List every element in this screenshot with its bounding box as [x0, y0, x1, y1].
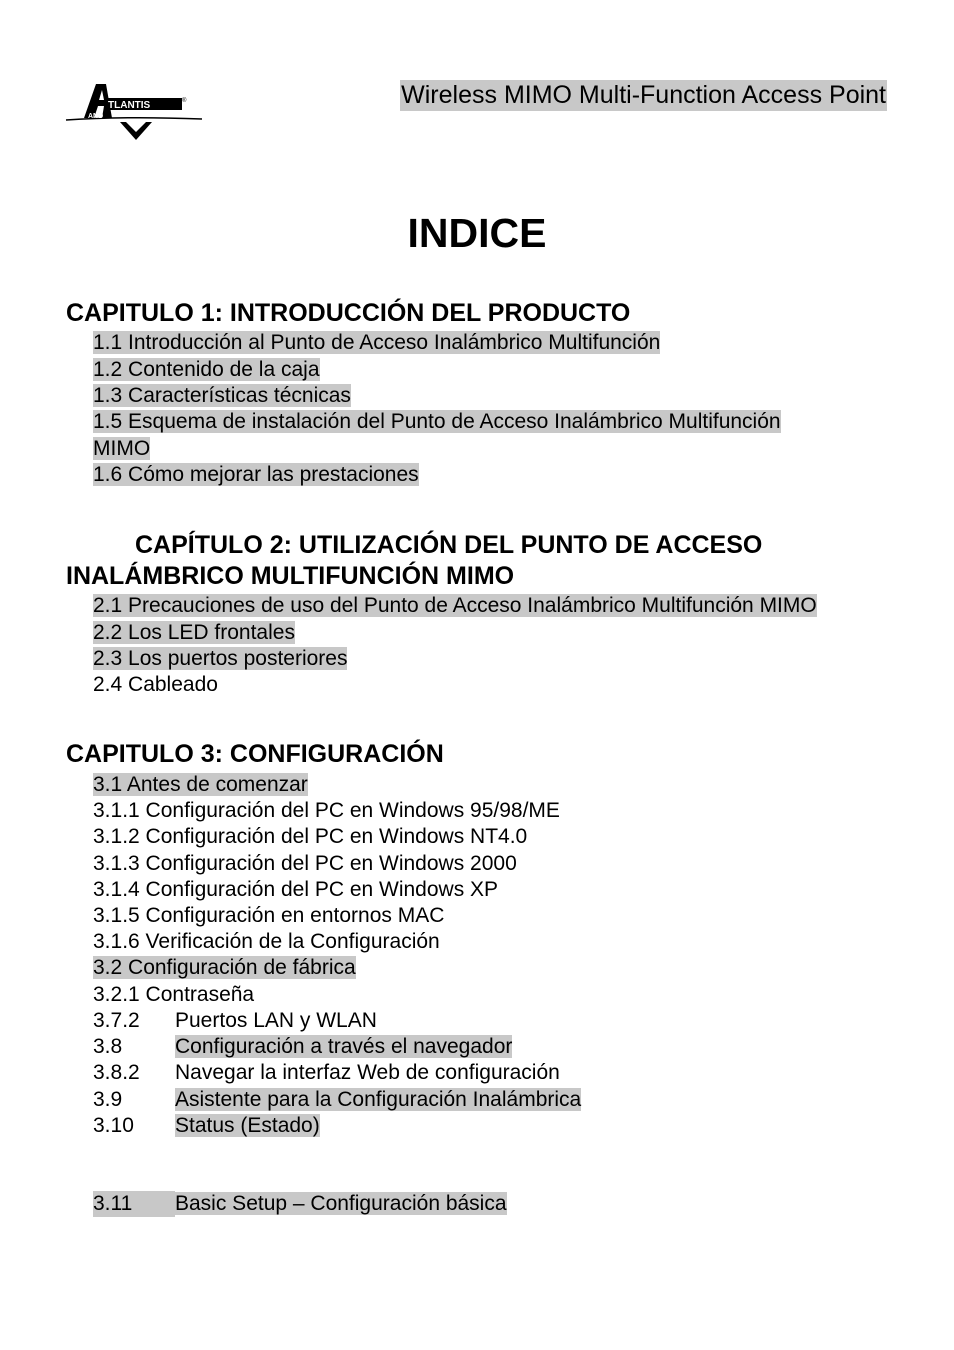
toc-entry[interactable]: 1.1 Introducción al Punto de Acceso Inalámbrico Multifunción	[93, 331, 661, 354]
svg-text:AND: AND	[88, 113, 104, 120]
toc-entry[interactable]: 3.1.3 Configuración del PC en Windows 2000	[93, 852, 517, 875]
toc-entry-continuation[interactable]: MIMO	[93, 437, 151, 460]
chapter-3-heading: CAPITULO 3: CONFIGURACIÓN	[66, 740, 444, 768]
atlantis-logo	[64, 78, 204, 142]
toc-entry[interactable]: 3.1.2 Configuración del PC en Windows NT4.0	[93, 825, 528, 848]
chapter-2-heading: CAPÍTULO 2: UTILIZACIÓN DEL PUNTO DE ACCESO INALÁMBRICO MULTIFUNCIÓN MIMO	[66, 531, 763, 590]
toc-entry[interactable]: 1.3 Características técnicas	[93, 384, 351, 407]
toc-entry[interactable]: 3.2 Configuración de fábrica	[93, 956, 356, 979]
toc-entry[interactable]: 3.1.5 Configuración en entornos MAC	[93, 904, 445, 927]
toc-entry[interactable]: 3.2.1 Contraseña	[93, 983, 255, 1006]
toc-numbered-entry[interactable]	[93, 1060, 560, 1086]
toc-entry-number: 3.8.2	[93, 1061, 140, 1084]
toc-entry[interactable]: 2.4 Cableado	[93, 673, 218, 696]
toc-numbered-entry[interactable]	[93, 1113, 320, 1139]
toc-entry[interactable]: 3.1 Antes de comenzar	[93, 773, 308, 796]
toc-entry-number: 3.7.2	[93, 1009, 140, 1032]
toc-entry-number: 3.9	[93, 1088, 123, 1111]
toc-entry-number: 3.11	[93, 1191, 175, 1217]
page-title: INDICE	[407, 210, 547, 256]
toc-entry[interactable]: 2.2 Los LED frontales	[93, 621, 295, 644]
toc-entry-text: Configuración a través el navegador	[175, 1035, 513, 1058]
toc-entry-text: Basic Setup – Configuración básica	[175, 1192, 507, 1215]
toc-entry-text: Navegar la interfaz Web de configuración	[175, 1061, 560, 1084]
svg-text:®: ®	[182, 98, 187, 104]
toc-entry-number: 3.10	[93, 1114, 134, 1137]
toc-entry[interactable]: 1.5 Esquema de instalación del Punto de Acceso Inalámbrico Multifunción	[93, 410, 781, 433]
toc-numbered-entry[interactable]	[93, 1008, 377, 1034]
toc-entry[interactable]: 1.6 Cómo mejorar las prestaciones	[93, 463, 419, 486]
toc-entry[interactable]: 3.1.6 Verificación de la Configuración	[93, 930, 440, 953]
toc-numbered-entry[interactable]	[93, 1087, 581, 1113]
svg-text:TLANTIS: TLANTIS	[108, 100, 151, 111]
chapter-1-heading: CAPITULO 1: INTRODUCCIÓN DEL PRODUCTO	[66, 299, 631, 327]
document-header-title: Wireless MIMO Multi-Function Access Point	[401, 81, 886, 109]
toc-entry-text: Puertos LAN y WLAN	[175, 1009, 377, 1032]
toc-entry[interactable]: 2.3 Los puertos posteriores	[93, 647, 348, 670]
toc-entry-number: 3.8	[93, 1035, 123, 1058]
toc-entry-text: Asistente para la Configuración Inalámbrica	[175, 1088, 582, 1111]
toc-entry-text: Status (Estado)	[175, 1114, 320, 1137]
toc-numbered-entry[interactable]	[93, 1034, 512, 1060]
toc-entry[interactable]: 1.2 Contenido de la caja	[93, 358, 320, 381]
toc-entry[interactable]: 3.1.4 Configuración del PC en Windows XP	[93, 878, 499, 901]
toc-numbered-entry[interactable]	[93, 1191, 507, 1217]
toc-entry[interactable]: 3.1.1 Configuración del PC en Windows 95/98/ME	[93, 799, 560, 822]
toc-entry[interactable]: 2.1 Precauciones de uso del Punto de Acceso Inalámbrico Multifunción MIMO	[93, 594, 817, 617]
